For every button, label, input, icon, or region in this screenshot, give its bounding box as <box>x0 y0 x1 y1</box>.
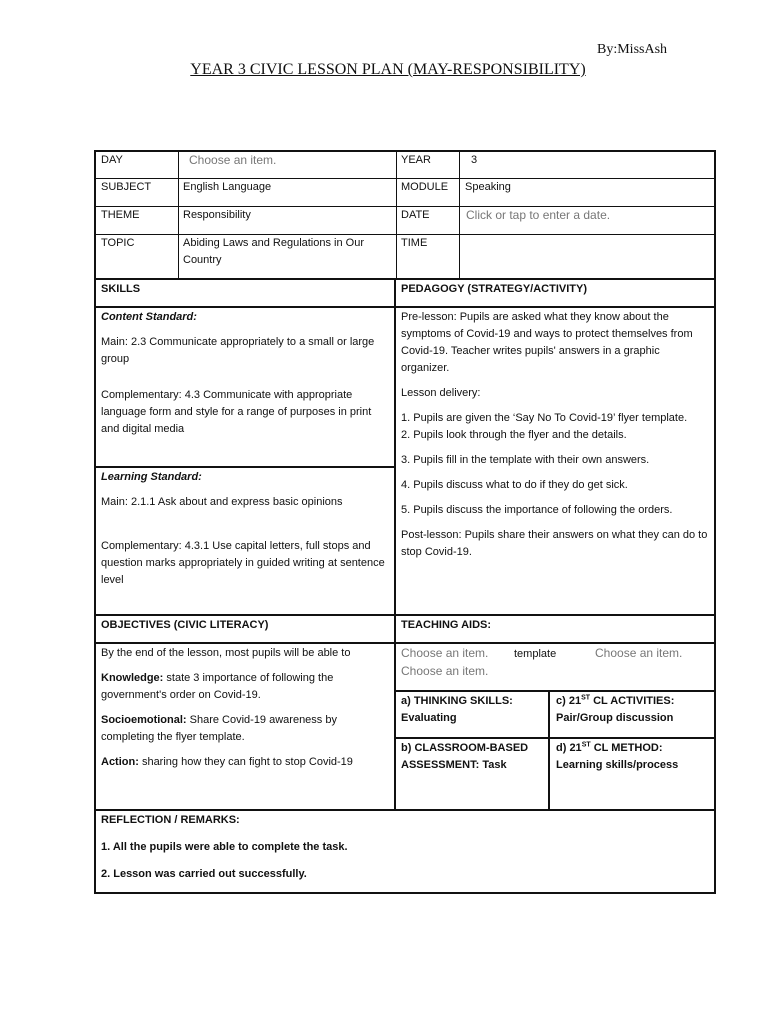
objective-action <box>101 754 391 771</box>
cl-activities-suffix: CL ACTIVITIES: <box>590 695 675 707</box>
learning-standard-section <box>101 469 389 589</box>
document-title-text: YEAR 3 CIVIC LESSON PLAN (MAY-RESPONSIBILITY) <box>190 61 586 78</box>
assessment-cell <box>401 740 545 774</box>
teaching-aid-template: template <box>514 648 557 660</box>
delivery-step-1: 1. Pupils are given the ‘Say No To Covid-19’ flyer template. <box>401 412 688 424</box>
date-label: DATE <box>401 209 430 221</box>
objective-knowledge <box>101 670 391 704</box>
subject-label: SUBJECT <box>101 181 152 193</box>
year-value: 3 <box>471 154 478 166</box>
theme-label: THEME <box>101 209 140 221</box>
cl-activities-label <box>556 693 712 710</box>
reflection-item-1: 1. All the pupils were able to complete the task. <box>101 841 348 853</box>
date-picker[interactable]: Click or tap to enter a date. <box>466 208 611 222</box>
module-label: MODULE <box>401 181 449 193</box>
objectives-heading: OBJECTIVES (CIVIC LITERACY) <box>101 619 269 631</box>
document-title <box>0 61 768 79</box>
day-dropdown[interactable]: Choose an item. <box>189 153 277 167</box>
learning-standard-heading: Learning Standard: <box>101 471 202 483</box>
pedagogy-heading: PEDAGOGY (STRATEGY/ACTIVITY) <box>401 283 587 295</box>
thinking-skills-cell <box>401 693 545 727</box>
pedagogy-section <box>401 309 709 561</box>
year-label: YEAR <box>401 154 431 166</box>
topic-label: TOPIC <box>101 237 135 249</box>
teaching-aids-heading: TEACHING AIDS: <box>401 619 492 631</box>
cl-activities-sup: ST <box>581 694 591 702</box>
cl-activities-prefix: c) 21 <box>556 695 582 707</box>
cl-method-value: Learning skills/process <box>556 759 679 771</box>
delivery-step-3: 3. Pupils fill in the template with their own answers. <box>401 454 650 466</box>
cl-activities-cell <box>556 693 712 727</box>
topic-value: Abiding Laws and Regulations in Our Country <box>183 237 365 266</box>
skills-heading: SKILLS <box>101 283 141 295</box>
delivery-step-2: 2. Pupils look through the flyer and the details. <box>401 429 627 441</box>
cl-method-label <box>556 740 712 757</box>
action-label: Action: <box>101 756 139 768</box>
day-label: DAY <box>101 154 123 166</box>
reflection-item-2: 2. Lesson was carried out successfully. <box>101 868 307 880</box>
action-text: sharing how they can fight to stop Covid-19 <box>138 756 353 768</box>
objectives-section <box>101 645 391 771</box>
knowledge-text: state 3 importance of following the government's order on Covid-19. <box>101 672 334 701</box>
delivery-step-4: 4. Pupils discuss what to do if they do get sick. <box>401 479 628 491</box>
lesson-plan-table <box>94 150 716 894</box>
module-value: Speaking <box>465 181 511 193</box>
content-standard-complementary: Complementary: 4.3 Communicate with appropriate language form and style for a range of purposes in print and digital media <box>101 389 372 435</box>
teaching-aid-dropdown-3[interactable]: Choose an item. <box>401 664 489 678</box>
cl-method-cell <box>556 740 712 774</box>
cl-method-suffix: CL METHOD: <box>590 742 663 754</box>
cl-method-sup: ST <box>581 741 591 749</box>
assessment-label <box>401 740 545 774</box>
cl-activities-value: Pair/Group discussion <box>556 712 674 724</box>
time-label: TIME <box>401 237 428 249</box>
teaching-aid-dropdown-2[interactable]: Choose an item. <box>595 646 683 660</box>
socioemotional-text: Share Covid-19 awareness by completing the flyer template. <box>101 714 337 743</box>
content-standard-main: Main: 2.3 Communicate appropriately to a small or large group <box>101 336 375 365</box>
reflection-section <box>101 812 701 883</box>
thinking-skills-value: Evaluating <box>401 712 457 724</box>
knowledge-label: Knowledge: <box>101 672 164 684</box>
content-standard-heading: Content Standard: <box>101 311 197 323</box>
teaching-aid-dropdown-1[interactable]: Choose an item. <box>401 646 489 660</box>
assessment-label-text: b) CLASSROOM-BASED ASSESSMENT: <box>401 742 529 771</box>
objective-socioemotional <box>101 712 391 746</box>
lesson-delivery-label: Lesson delivery: <box>401 387 481 399</box>
subject-value: English Language <box>183 181 272 193</box>
reflection-heading: REFLECTION / REMARKS: <box>101 814 240 826</box>
learning-standard-complementary: Complementary: 4.3.1 Use capital letters, full stops and question marks appropriately in guided writing at sentence level <box>101 540 385 586</box>
content-standard-section <box>101 309 389 438</box>
delivery-step-5: 5. Pupils discuss the importance of following the orders. <box>401 504 673 516</box>
assessment-value: Task <box>482 759 507 771</box>
byline: By:MissAsh <box>597 42 668 57</box>
thinking-skills-label: a) THINKING SKILLS: <box>401 695 513 707</box>
learning-standard-main: Main: 2.1.1 Ask about and express basic opinions <box>101 496 343 508</box>
cl-method-prefix: d) 21 <box>556 742 582 754</box>
objectives-intro: By the end of the lesson, most pupils will be able to <box>101 647 351 659</box>
socioemotional-label: Socioemotional: <box>101 714 187 726</box>
pre-lesson-text: Pre-lesson: Pupils are asked what they know about the symptoms of Covid-19 and ways to protect themselves from Covid-19. Teacher writes pupils' answers in a graphic organizer. <box>401 311 693 374</box>
post-lesson-text: Post-lesson: Pupils share their answers on what they can do to stop Covid-19. <box>401 529 708 558</box>
theme-value: Responsibility <box>183 209 251 221</box>
